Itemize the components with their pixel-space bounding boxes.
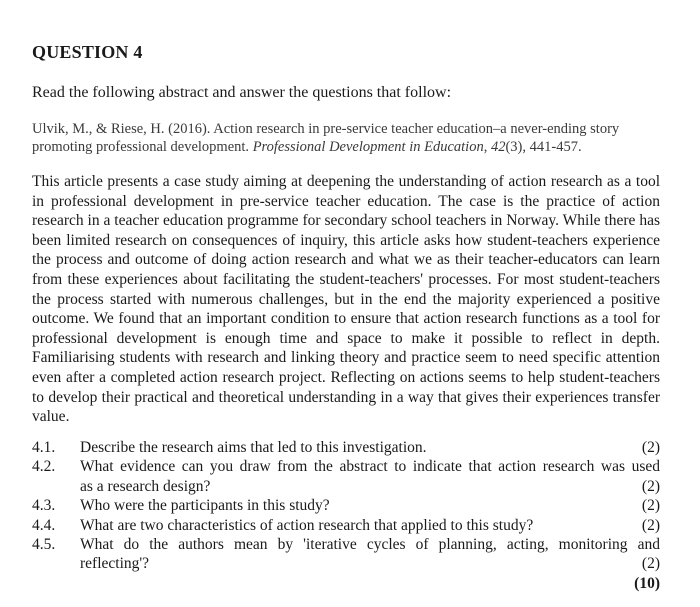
question-text-line: reflecting'?: [80, 555, 150, 573]
question-mark: (2): [641, 516, 660, 534]
citation-issue-pages: (3), 441-457.: [505, 139, 582, 155]
question-mark: (2): [641, 497, 660, 515]
question-item: [32, 457, 660, 496]
question-number: 4.1.: [32, 439, 56, 456]
question-number: 4.3.: [32, 497, 56, 515]
question-mark: (2): [641, 477, 660, 495]
question-mark: (2): [641, 439, 660, 456]
question-item: [32, 438, 660, 457]
question-text-line: as a research design?: [80, 477, 211, 495]
question-number: 4.5.: [32, 536, 56, 554]
question-item: [32, 535, 660, 574]
question-number: 4.2.: [32, 458, 56, 476]
abstract-paragraph: This article presents a case study aiming at deepening the understanding of action research as a tool in professional development in pre-service teacher education. The case is the practice of action research in a teacher education programme for secondary school teachers in Norway. While there has been limited research on consequences of inquiry, this article asks how student-teachers experience the process and outcome of doing action research and what we as their teacher-educators can learn from these experiences about facilitating the student-teachers' processes. For most student-teachers the process started with numerous challenges, but in the end the majority experienced a positive outcome. We found that an important condition to ensure that action research functions as a tool for professional development is enough time and space to make it possible to reflect in depth. Familiarising students with research and linking theory and practice seem to need specific attention even after a completed action research project. Reflecting on actions seems to help student-teachers to develop their practical and theoretical understanding in a way that gives their experiences transfer value.: [32, 173, 660, 426]
citation-comma: ,: [483, 139, 491, 155]
total-marks: (10): [634, 574, 660, 592]
question-text: Who were the participants in this study?: [80, 497, 330, 515]
question-mark: (2): [641, 555, 660, 573]
question-list: [32, 438, 660, 593]
question-text-line: What evidence can you draw from the abstract to indicate that action research was used: [80, 458, 660, 476]
citation-journal: Professional Development in Education: [252, 139, 484, 155]
question-number: 4.4.: [32, 516, 56, 534]
question-heading: QUESTION 4: [32, 42, 143, 62]
question-text: Describe the research aims that led to this investigation.: [80, 439, 427, 456]
question-text: What are two characteristics of action research that applied to this study?: [80, 516, 534, 534]
citation-authors-title: Ulvik, M., & Riese, H. (2016). Action research in pre-service teacher education–a never-ending story promoting professional development.: [32, 121, 620, 155]
question-item: [32, 516, 660, 535]
question-item: [32, 496, 660, 515]
citation: [32, 120, 672, 156]
citation-volume: 42: [490, 139, 506, 155]
instruction-text: Read the following abstract and answer the questions that follow:: [32, 84, 452, 101]
question-text-line: What do the authors mean by 'iterative cycles of planning, acting, monitoring and: [80, 536, 660, 554]
